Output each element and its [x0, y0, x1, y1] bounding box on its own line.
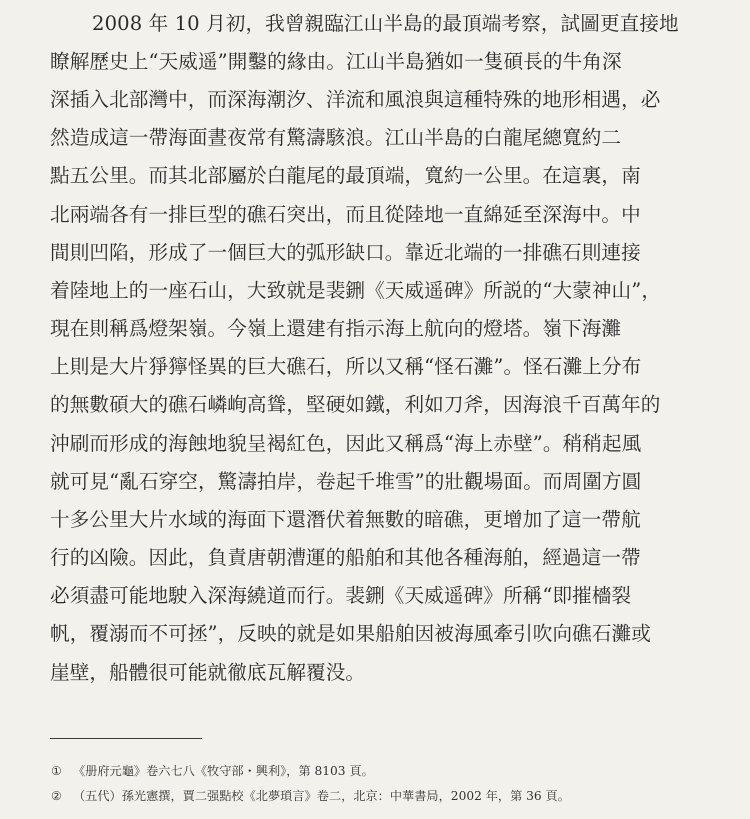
paragraph-line-12: 沖刷而形成的海蝕地貌呈褐紅色，因此又稱爲“海上赤壁”。稍稍起風: [50, 432, 642, 455]
paragraph-line-9: 現在則稱爲燈架嶺。今嶺上還建有指示海上航向的燈塔。嶺下海灘: [50, 317, 622, 340]
paragraph-line-8: 着陸地上的一座石山，大致就是裴鉶《天威遥碑》所説的“大蒙神山”，: [50, 279, 662, 302]
paragraph-line-17: 帆，覆溺而不可拯”，反映的就是如果船舶因被海風牽引吹向礁石灘或: [50, 622, 651, 645]
paragraph-line-5: 點五公里。而其北部屬於白龍尾的最頂端，寬約一公里。在這裏，南: [50, 164, 641, 187]
footnote-text: 《册府元龜》卷六七八《牧守部・興利》，第 8103 頁。: [73, 764, 374, 778]
paragraph-line-1: 2008 年 10 月初，我曾親臨江山半島的最頂端考察，試圖更直接地: [92, 12, 679, 35]
paragraph-line-11: 的無數碩大的礁石嶙峋高聳，堅硬如鐵，利如刀斧，因海浪千百萬年的: [50, 393, 661, 416]
paragraph-line-16: 必須盡可能地駛入深海繞道而行。裴鉶《天威遥碑》所稱“即摧檣裂: [50, 584, 632, 607]
paragraph-line-18: 崖壁，船體很可能就徹底瓦解覆没。: [50, 661, 366, 684]
paragraph-line-15: 行的凶險。因此，負責唐朝漕運的船舶和其他各種海舶，經過這一帶: [50, 546, 641, 569]
paragraph-line-6: 北兩端各有一排巨型的礁石突出，而且從陸地一直綿延至深海中。中: [50, 203, 641, 226]
paragraph-line-3: 深插入北部灣中，而深海潮汐、洋流和風浪與這種特殊的地形相遇，必: [50, 88, 661, 111]
paragraph-line-14: 十多公里大片水域的海面下還潛伏着無數的暗礁，更增加了這一帶航: [50, 508, 641, 531]
paragraph-line-7: 間則凹陷，形成了一個巨大的弧形缺口。靠近北端的一排礁石則連接: [50, 241, 641, 264]
paragraph-line-10: 上則是大片猙獰怪異的巨大礁石，所以又稱“怪石灘”。怪石灘上分布: [50, 355, 642, 378]
footnote-mark: ①: [51, 764, 62, 778]
paragraph-line-2: 瞭解歷史上“天威遥”開鑿的緣由。江山半島猶如一隻碩長的牛角深: [50, 50, 622, 73]
paragraph-line-13: 就可見“亂石穿空，驚濤拍岸，卷起千堆雪”的壯觀場面。而周圍方圓: [50, 470, 642, 493]
footnote-2: [51, 785, 711, 807]
paragraph-line-4: 然造成這一帶海面晝夜常有驚濤駭浪。江山半島的白龍尾總寬約二: [50, 126, 622, 149]
footnote-mark: ②: [51, 789, 62, 803]
footnote-text: （五代）孫光憲撰，賈二强點校《北夢瑣言》卷二，北京：中華書局，2002 年，第 36 頁。: [73, 789, 570, 803]
footnote-1: [51, 760, 711, 782]
footnote-divider: [50, 738, 202, 739]
